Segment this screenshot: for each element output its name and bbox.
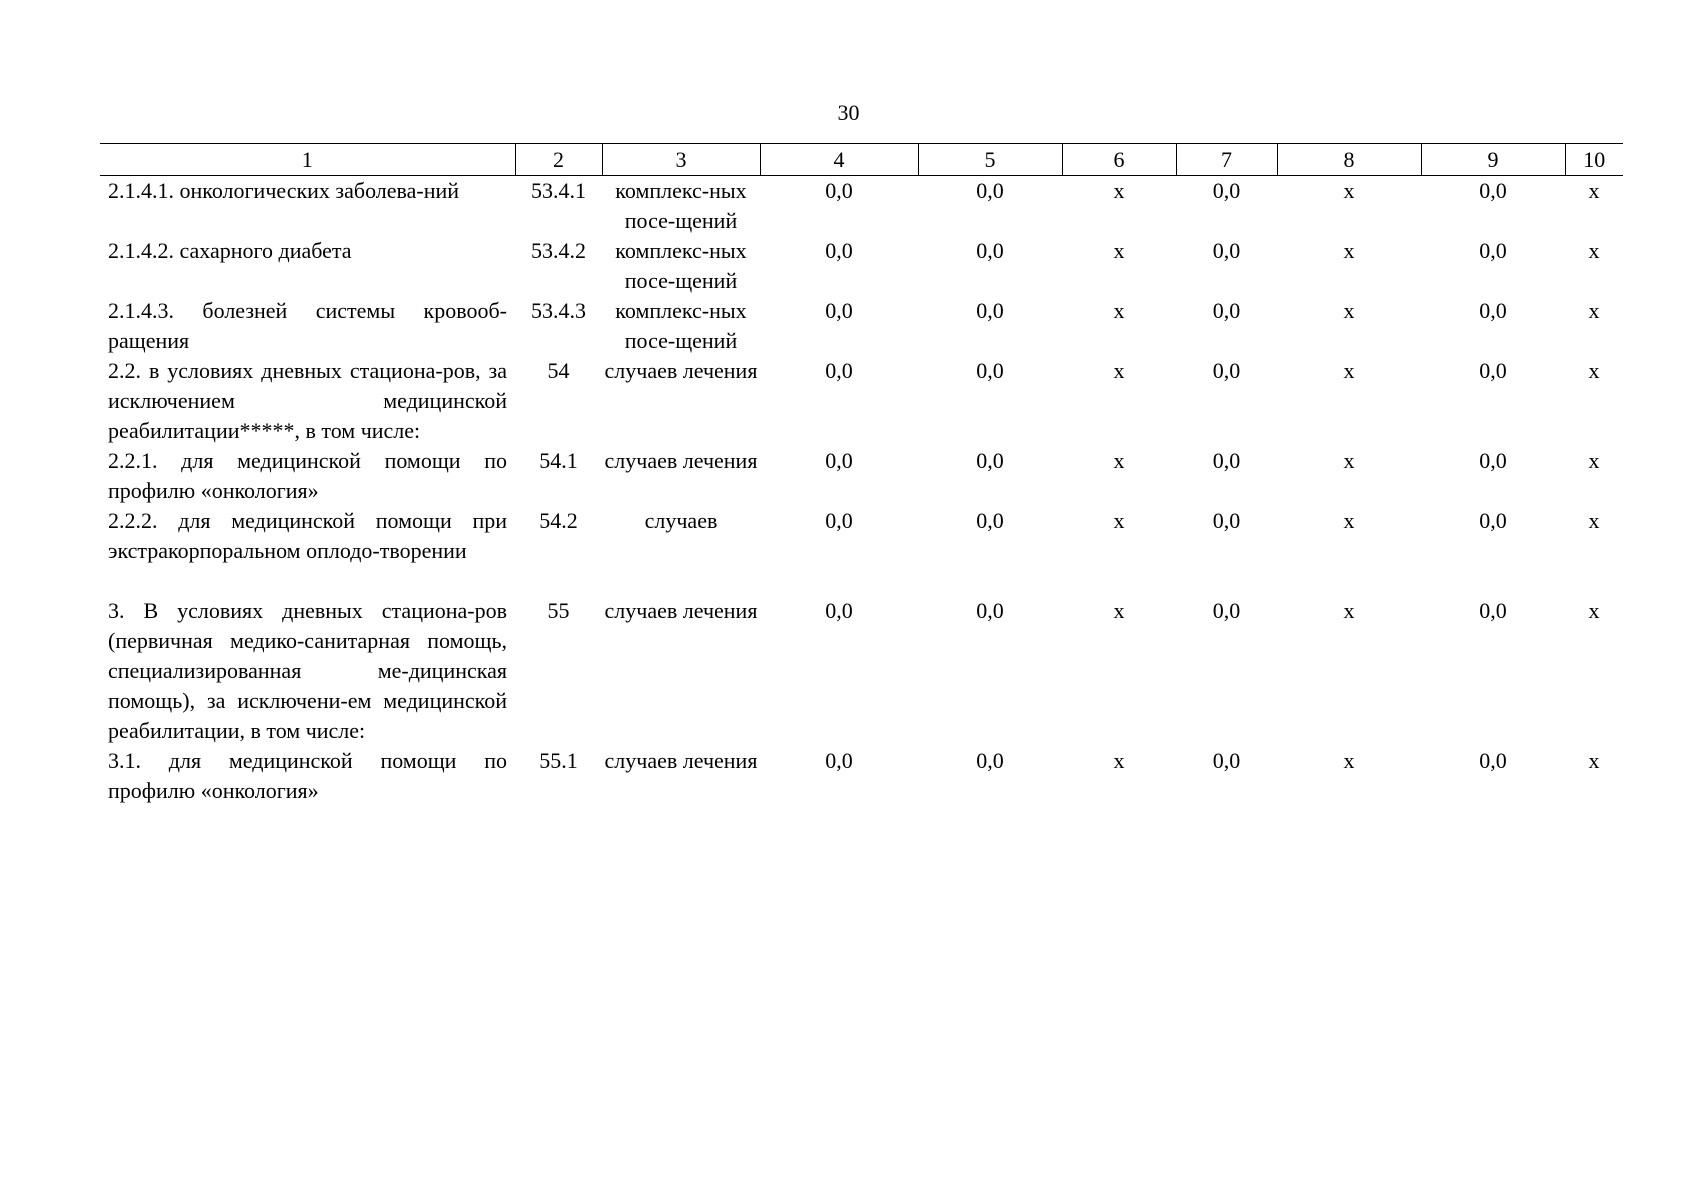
cell-value: 0,0 (825, 598, 853, 623)
cell-value: 0,0 (1212, 238, 1241, 263)
cell-value: 0,0 (825, 238, 853, 263)
column-header: 10 (1565, 144, 1623, 176)
cell-value: 0,0 (1479, 298, 1507, 323)
cell-value: 0,0 (1479, 748, 1507, 773)
row-unit: случаев (644, 508, 718, 533)
row-unit: случаев лечения (604, 598, 758, 623)
cell-value: х (1343, 448, 1355, 473)
cell-value: х (1113, 298, 1125, 323)
column-header: 5 (918, 144, 1062, 176)
cell-value: х (1113, 178, 1125, 203)
cell-value: 0,0 (1479, 238, 1507, 263)
cell-value: х (1113, 508, 1125, 533)
column-header: 2 (515, 144, 602, 176)
cell-value: х (1343, 298, 1355, 323)
cell-value: 0,0 (1212, 178, 1241, 203)
cell-value: х (1343, 238, 1355, 263)
row-name: 2.1.4.2. сахарного диабета (108, 238, 352, 263)
cell-value: 0,0 (976, 508, 1004, 533)
row-code: 54.2 (539, 508, 578, 533)
column-header: 6 (1062, 144, 1176, 176)
row-name: 3. В условиях дневных стациона-ров (первичная медико-санитарная помощь, специализированная ме-дицинская помощь), за исключени-ем медицинской реабилитации, в том числе: (108, 598, 507, 743)
row-name: 3.1. для медицинской помощи по профилю «онкология» (108, 748, 507, 803)
cell-value: х (1343, 598, 1355, 623)
cell-value: х (1113, 448, 1125, 473)
table-header-row (100, 144, 1623, 176)
cell-value: 0,0 (825, 298, 853, 323)
row-code: 55 (547, 598, 570, 623)
spacer-cell (100, 566, 1623, 596)
table-row (100, 746, 1623, 806)
row-name: 2.1.4.1. онкологических заболева-ний (108, 178, 460, 203)
cell-value: 0,0 (825, 178, 853, 203)
row-code: 54.1 (539, 448, 578, 473)
row-unit: комплекс-ных посе-щений (615, 298, 747, 353)
row-unit: случаев лечения (604, 358, 758, 383)
row-name: 2.1.4.3. болезней системы кровооб-ращения (108, 298, 507, 353)
cell-value: х (1588, 358, 1600, 383)
row-name: 2.2. в условиях дневных стациона-ров, за исключением медицинской реабилитации*****, в том числе: (108, 358, 507, 443)
cell-value: х (1588, 298, 1600, 323)
row-code: 54 (547, 358, 570, 383)
cell-value: 0,0 (976, 748, 1004, 773)
cell-value: 0,0 (825, 358, 853, 383)
cell-value: 0,0 (1479, 358, 1507, 383)
cell-value: х (1343, 358, 1355, 383)
row-unit: случаев лечения (604, 748, 758, 773)
table-row (100, 176, 1623, 237)
row-unit: комплекс-ных посе-щений (615, 238, 747, 293)
cell-value: 0,0 (976, 358, 1004, 383)
cell-value: х (1343, 178, 1355, 203)
cell-value: 0,0 (976, 298, 1004, 323)
column-header: 7 (1176, 144, 1277, 176)
table-row (100, 236, 1623, 296)
cell-value: 0,0 (1212, 598, 1241, 623)
cell-value: х (1113, 598, 1125, 623)
cell-value: 0,0 (1212, 448, 1241, 473)
cell-value: 0,0 (976, 238, 1004, 263)
cell-value: х (1588, 748, 1600, 773)
cell-value: х (1343, 748, 1355, 773)
cell-value: 0,0 (1479, 508, 1507, 533)
row-code: 53.4.2 (531, 238, 586, 263)
cell-value: 0,0 (825, 448, 853, 473)
cell-value: 0,0 (825, 508, 853, 533)
table-row (100, 596, 1623, 746)
column-header: 1 (100, 144, 515, 176)
cell-value: 0,0 (976, 448, 1004, 473)
cell-value: х (1588, 238, 1600, 263)
row-code: 53.4.1 (531, 178, 586, 203)
cell-value: 0,0 (976, 178, 1004, 203)
cell-value: 0,0 (825, 748, 853, 773)
column-header: 9 (1421, 144, 1565, 176)
row-code: 53.4.3 (531, 298, 586, 323)
spacer-row (100, 566, 1623, 596)
page-number: 30 (837, 100, 860, 125)
row-name: 2.2.2. для медицинской помощи при экстракорпоральном оплодо-творении (108, 508, 507, 563)
cell-value: 0,0 (1212, 298, 1241, 323)
column-header: 8 (1277, 144, 1421, 176)
table-row (100, 446, 1623, 506)
cell-value: 0,0 (1212, 358, 1241, 383)
cell-value: 0,0 (1479, 598, 1507, 623)
table-row (100, 506, 1623, 566)
table-row (100, 296, 1623, 356)
cell-value: 0,0 (976, 598, 1004, 623)
column-header: 4 (760, 144, 918, 176)
cell-value: х (1343, 508, 1355, 533)
cell-value: 0,0 (1212, 748, 1241, 773)
column-header: 3 (602, 144, 760, 176)
cell-value: 0,0 (1212, 508, 1241, 533)
table-row (100, 356, 1623, 446)
cell-value: х (1113, 358, 1125, 383)
cell-value: х (1113, 748, 1125, 773)
cell-value: х (1113, 238, 1125, 263)
cell-value: 0,0 (1479, 178, 1507, 203)
data-table (100, 143, 1623, 806)
row-code: 55.1 (539, 748, 578, 773)
cell-value: х (1588, 508, 1600, 533)
cell-value: х (1588, 178, 1600, 203)
cell-value: х (1588, 598, 1600, 623)
row-unit: случаев лечения (604, 448, 758, 473)
cell-value: 0,0 (1479, 448, 1507, 473)
cell-value: х (1588, 448, 1600, 473)
row-name: 2.2.1. для медицинской помощи по профилю «онкология» (108, 448, 507, 503)
row-unit: комплекс-ных посе-щений (615, 178, 747, 233)
